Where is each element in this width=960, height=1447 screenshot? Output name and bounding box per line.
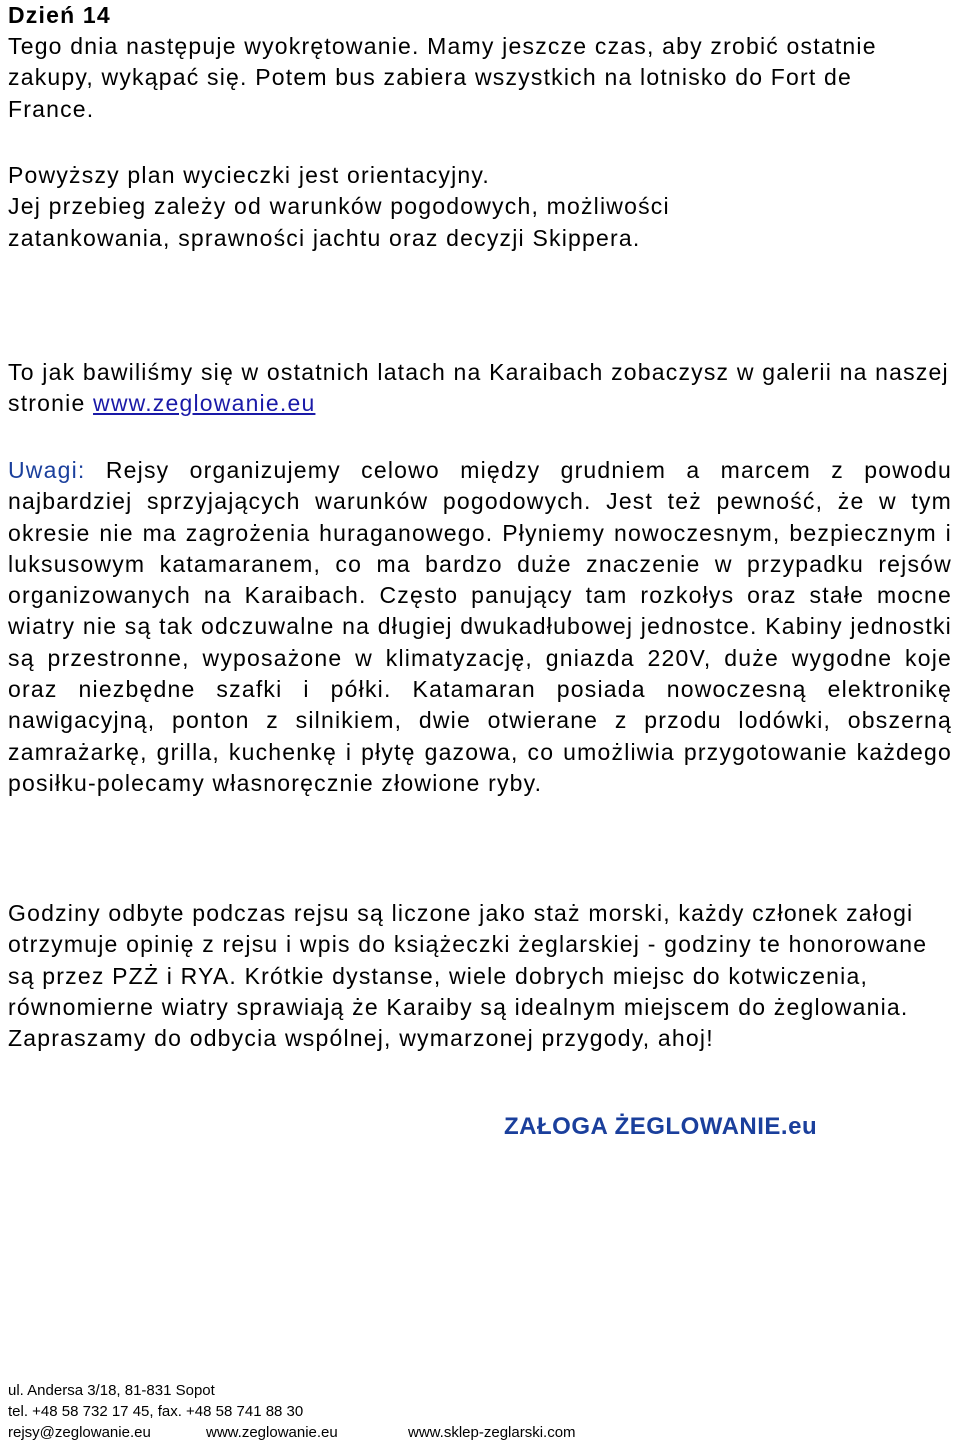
footer-shop[interactable]: www.sklep-zeglarski.com — [408, 1424, 576, 1441]
disclaimer-line-1: Powyższy plan wycieczki jest orientacyjny. — [8, 162, 491, 188]
footer-contacts — [8, 1422, 576, 1443]
closing-paragraph: Godziny odbyte podczas rejsu są liczone jako staż morski, każdy członek załogi otrzymuje opinię z rejsu i wpis do książeczki żeglarskiej - godziny te honorowane są przez PZŻ i RYA. Krótkie dystanse, wiele dobrych miejsc do kotwiczenia, równomierne wiatry sprawiają że Karaiby są idealnym miejscem do żeglowania. Zapraszamy do odbycia wspólnej, wymarzonej przygody, ahoj! — [8, 900, 928, 1052]
notes-text: Rejsy organizujemy celowo między grudniem a marcem z powodu najbardziej sprzyjających warunków pogodowych. Jest też pewność, że w tym okresie nie ma zagrożenia huraganowego. Płyniemy nowoczesnym, bezpiecznym i luksusowym katamaranem, co ma bardzo duże znaczenie w przypadku rejsów organizowanych na Karaibach. Często panujący tam rozkołys oraz stałe mocne wiatry nie są tak odczuwalne na długiej dwukadłubowej jednostce. Kabiny jednostki są przestronne, wyposażone w klimatyzację, gniazda 220V, duże wygodne koje oraz niezbędne szafki i półki. Katamaran posiada nowoczesną elektronikę nawigacyjną, ponton z silnikiem, dwie otwierane z przodu lodówki, obszerną zamrażarkę, grilla, kuchenkę i płytę gazowa, co umożliwia przygotowanie każdego posiłku-polecamy własnoręcznie złowione ryby. — [8, 457, 952, 796]
signature: ZAŁOGA ŻEGLOWANIE.eu — [504, 1113, 818, 1140]
notes-label: Uwagi: — [8, 457, 86, 483]
footer-website[interactable]: www.zeglowanie.eu — [206, 1424, 338, 1441]
footer — [8, 1380, 576, 1443]
notes-paragraph — [8, 455, 952, 799]
gallery-paragraph — [8, 357, 958, 420]
disclaimer-line-2: Jej przebieg zależy od warunków pogodowych, możliwości zatankowania, sprawności jachtu oraz decyzji Skippera. — [8, 193, 670, 251]
gallery-text: To jak bawiliśmy się w ostatnich latach na Karaibach zobaczysz w galerii na naszej stronie — [8, 359, 949, 417]
day-title: Dzień 14 — [8, 2, 111, 28]
day-description: Tego dnia następuje wyokrętowanie. Mamy jeszcze czas, aby zrobić ostatnie zakupy, wykąpać się. Potem bus zabiera wszystkich na lotnisko do Fort de France. — [8, 33, 877, 122]
disclaimer — [8, 160, 952, 254]
website-link[interactable]: www.zeglowanie.eu — [93, 390, 316, 417]
footer-address: ul. Andersa 3/18, 81-831 Sopot — [8, 1382, 215, 1399]
footer-phone: tel. +48 58 732 17 45, fax. +48 58 741 88 30 — [8, 1403, 304, 1420]
footer-email[interactable]: rejsy@zeglowanie.eu — [8, 1424, 151, 1441]
